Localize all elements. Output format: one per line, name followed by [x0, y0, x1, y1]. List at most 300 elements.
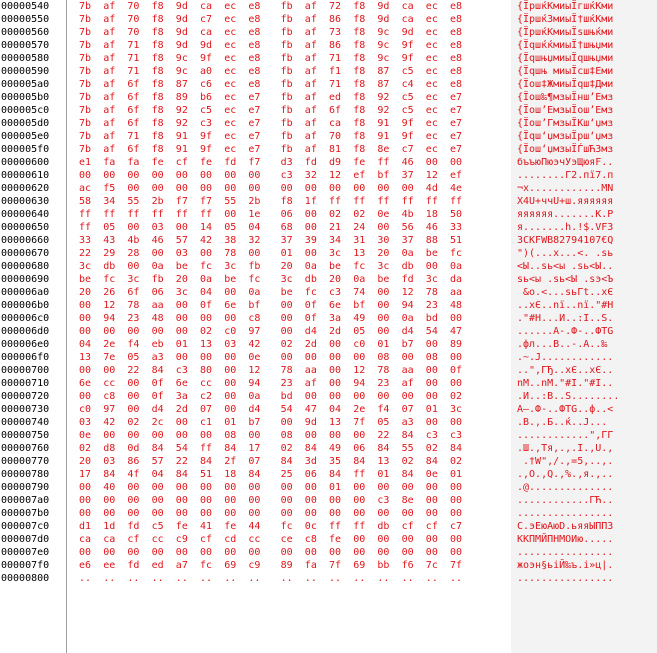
hex-byte[interactable]: af	[103, 53, 116, 64]
hex-byte[interactable]: 00	[401, 482, 414, 493]
hex-byte[interactable]: 02	[425, 443, 438, 454]
hex-byte[interactable]: 07	[248, 456, 261, 467]
hex-byte[interactable]: f8	[353, 53, 366, 64]
hex-byte[interactable]: 00	[280, 482, 293, 493]
hex-byte[interactable]: c3	[450, 430, 463, 441]
hex-byte[interactable]: 3a	[175, 391, 188, 402]
hex-byte[interactable]: ..	[127, 573, 140, 584]
hex-byte[interactable]: ff	[425, 196, 438, 207]
hex-byte[interactable]: 00	[450, 378, 463, 389]
hex-byte[interactable]: ec	[425, 118, 438, 129]
hex-byte[interactable]: ec	[224, 79, 237, 90]
hex-byte[interactable]: ce	[280, 534, 293, 545]
hex-byte[interactable]: ff	[353, 521, 366, 532]
hex-byte[interactable]: 01	[329, 482, 342, 493]
hex-byte[interactable]: 00	[377, 222, 390, 233]
hex-byte[interactable]: 3c	[377, 261, 390, 272]
hex-byte[interactable]: 3c	[127, 274, 140, 285]
hex-byte[interactable]: 84	[450, 443, 463, 454]
hex-byte[interactable]: 00	[450, 482, 463, 493]
hex-byte[interactable]: 00	[151, 508, 164, 519]
hex-byte[interactable]: ff	[79, 209, 92, 220]
hex-byte[interactable]: 00	[103, 430, 116, 441]
hex-byte[interactable]: fd	[224, 157, 237, 168]
hex-byte[interactable]: fc	[200, 560, 213, 571]
hex-byte[interactable]: 00	[425, 482, 438, 493]
hex-byte[interactable]: ef	[450, 170, 463, 181]
decoded-text[interactable]: ")(...x...<. .sь	[517, 248, 614, 259]
hex-byte[interactable]: fc	[304, 287, 317, 298]
hex-byte[interactable]: 04	[200, 287, 213, 298]
hex-byte[interactable]: 30	[377, 235, 390, 246]
hex-byte[interactable]: fe	[175, 521, 188, 532]
hex-byte[interactable]: 12	[401, 287, 414, 298]
hex-byte[interactable]: ec	[425, 105, 438, 116]
hex-byte[interactable]: e8	[248, 79, 261, 90]
hex-byte[interactable]: 00	[127, 482, 140, 493]
hex-byte[interactable]: 71	[127, 66, 140, 77]
hex-byte[interactable]: 06	[151, 287, 164, 298]
hex-byte[interactable]: ca	[200, 27, 213, 38]
hex-byte[interactable]: d4	[304, 326, 317, 337]
hex-byte[interactable]: af	[103, 131, 116, 142]
hex-byte[interactable]: 00	[248, 482, 261, 493]
hex-byte[interactable]: 02	[353, 209, 366, 220]
hex-byte[interactable]: 22	[175, 456, 188, 467]
hex-byte[interactable]: db	[103, 261, 116, 272]
hex-byte[interactable]: 40	[103, 482, 116, 493]
hex-byte[interactable]: db	[377, 521, 390, 532]
hex-byte[interactable]: 00	[224, 313, 237, 324]
hex-byte[interactable]: af	[304, 27, 317, 38]
hex-byte[interactable]: ff	[103, 209, 116, 220]
hex-byte[interactable]: 37	[401, 235, 414, 246]
hex-byte[interactable]: bf	[377, 170, 390, 181]
hex-byte[interactable]: 7f	[353, 417, 366, 428]
hex-byte[interactable]: 12	[353, 365, 366, 376]
hex-byte[interactable]: 4d	[425, 183, 438, 194]
hex-byte[interactable]: 35	[329, 456, 342, 467]
hex-byte[interactable]: 1d	[103, 521, 116, 532]
hex-byte[interactable]: 6e	[175, 378, 188, 389]
hex-byte[interactable]: 91	[377, 131, 390, 142]
hex-byte[interactable]: 01	[450, 469, 463, 480]
hex-byte[interactable]: e8	[450, 66, 463, 77]
hex-byte[interactable]: c0	[353, 339, 366, 350]
hex-byte[interactable]: 00	[401, 183, 414, 194]
hex-byte[interactable]: 00	[175, 313, 188, 324]
hex-byte[interactable]: ff	[175, 209, 188, 220]
hex-byte[interactable]: e7	[450, 105, 463, 116]
hex-byte[interactable]: 0a	[450, 261, 463, 272]
hex-byte[interactable]: f8	[280, 196, 293, 207]
hex-byte[interactable]: 00	[79, 170, 92, 181]
hex-byte[interactable]: 00	[151, 547, 164, 558]
hex-byte[interactable]: 92	[377, 92, 390, 103]
hex-byte[interactable]: 03	[175, 248, 188, 259]
hex-byte[interactable]: ..	[377, 573, 390, 584]
hex-byte[interactable]: 00	[175, 326, 188, 337]
hex-byte[interactable]: 58	[79, 196, 92, 207]
hex-byte[interactable]: 51	[450, 235, 463, 246]
hex-byte[interactable]: 00	[127, 404, 140, 415]
hex-byte[interactable]: ..	[224, 573, 237, 584]
hex-byte[interactable]: cd	[224, 534, 237, 545]
hex-byte[interactable]: 00	[304, 352, 317, 363]
hex-byte[interactable]: 00	[175, 417, 188, 428]
hex-byte[interactable]: 80	[200, 365, 213, 376]
hex-byte[interactable]: 00	[353, 547, 366, 558]
hex-byte[interactable]: fb	[280, 66, 293, 77]
hex-byte[interactable]: a3	[151, 352, 164, 363]
hex-byte[interactable]: e7	[248, 92, 261, 103]
hex-byte[interactable]: 22	[377, 430, 390, 441]
hex-byte[interactable]: 00	[103, 508, 116, 519]
hex-byte[interactable]: f8	[151, 1, 164, 12]
hex-byte[interactable]: fb	[280, 1, 293, 12]
hex-byte[interactable]: 00	[329, 391, 342, 402]
hex-byte[interactable]: 13	[329, 417, 342, 428]
hex-byte[interactable]: fd	[127, 521, 140, 532]
decoded-text[interactable]: <Ы..sь<ы .sь<Ы..	[517, 261, 614, 272]
hex-byte[interactable]: f8	[151, 105, 164, 116]
hex-byte[interactable]: 00	[200, 547, 213, 558]
hex-byte[interactable]: 46	[401, 157, 414, 168]
hex-byte[interactable]: 7b	[79, 27, 92, 38]
hex-byte[interactable]: ff	[200, 443, 213, 454]
hex-byte[interactable]: f8	[353, 66, 366, 77]
hex-byte[interactable]: 06	[304, 469, 317, 480]
hex-byte[interactable]: cc	[103, 378, 116, 389]
hex-byte[interactable]: af	[304, 105, 317, 116]
hex-byte[interactable]: 00	[200, 170, 213, 181]
decoded-text[interactable]: {Їqшњ миыЇсш‡Еми	[517, 66, 614, 77]
hex-byte[interactable]: 7b	[79, 131, 92, 142]
hex-byte[interactable]: c9	[248, 560, 261, 571]
hex-byte[interactable]: fc	[248, 274, 261, 285]
hex-byte[interactable]: 70	[329, 131, 342, 142]
hex-byte[interactable]: 17	[248, 443, 261, 454]
hex-byte[interactable]: ca	[401, 1, 414, 12]
hex-byte[interactable]: fe	[200, 157, 213, 168]
hex-byte[interactable]: 47	[450, 326, 463, 337]
hex-byte[interactable]: ..	[425, 573, 438, 584]
hex-byte[interactable]: 00	[224, 378, 237, 389]
hex-byte[interactable]: af	[304, 131, 317, 142]
hex-byte[interactable]: 42	[103, 417, 116, 428]
hex-byte[interactable]: 89	[175, 92, 188, 103]
hex-byte[interactable]: ec	[224, 14, 237, 25]
hex-byte[interactable]: fd	[304, 157, 317, 168]
hex-byte[interactable]: f5	[103, 183, 116, 194]
hex-byte[interactable]: 48	[151, 313, 164, 324]
hex-byte[interactable]: 84	[329, 469, 342, 480]
hex-byte[interactable]: 05	[224, 222, 237, 233]
hex-byte[interactable]: 00	[127, 508, 140, 519]
decoded-text[interactable]: А—.Ф-..ФTG..ф..<	[517, 404, 614, 415]
hex-byte[interactable]: e7	[248, 131, 261, 142]
hex-byte[interactable]: cf	[127, 534, 140, 545]
hex-byte[interactable]: 12	[329, 170, 342, 181]
hex-byte[interactable]: b7	[248, 417, 261, 428]
hex-byte[interactable]: 03	[151, 222, 164, 233]
hex-byte[interactable]: af	[103, 92, 116, 103]
hex-byte[interactable]: ff	[353, 196, 366, 207]
hex-byte[interactable]: c3	[175, 365, 188, 376]
hex-byte[interactable]: ed	[151, 560, 164, 571]
hex-byte[interactable]: fa	[304, 560, 317, 571]
hex-byte[interactable]: 39	[304, 235, 317, 246]
hex-byte[interactable]: 00	[353, 430, 366, 441]
hex-byte[interactable]: 00	[353, 183, 366, 194]
hex-byte[interactable]: 2d	[304, 339, 317, 350]
hex-byte[interactable]: fb	[280, 27, 293, 38]
hex-byte[interactable]: ff	[353, 469, 366, 480]
hex-byte[interactable]: 21	[329, 222, 342, 233]
hex-byte[interactable]: 2c	[151, 417, 164, 428]
hex-byte[interactable]: 0a	[401, 248, 414, 259]
hex-byte[interactable]: 84	[248, 469, 261, 480]
hex-byte[interactable]: 94	[401, 300, 414, 311]
hex-byte[interactable]: 4b	[401, 209, 414, 220]
hex-byte[interactable]: ec	[425, 79, 438, 90]
hex-byte[interactable]: 13	[353, 248, 366, 259]
hex-byte[interactable]: 0c	[304, 521, 317, 532]
hex-byte[interactable]: fd	[127, 560, 140, 571]
hex-byte[interactable]: 44	[248, 521, 261, 532]
hex-byte[interactable]: 03	[79, 417, 92, 428]
hex-byte[interactable]: 04	[329, 404, 342, 415]
hex-byte[interactable]: 97	[103, 404, 116, 415]
hex-byte[interactable]: fc	[353, 261, 366, 272]
hex-byte[interactable]: 84	[103, 469, 116, 480]
hex-byte[interactable]: c8	[248, 313, 261, 324]
hex-byte[interactable]: 00	[224, 547, 237, 558]
hex-byte[interactable]: 97	[248, 326, 261, 337]
hex-byte[interactable]: 00	[79, 300, 92, 311]
hex-byte[interactable]: 00	[127, 183, 140, 194]
hex-byte[interactable]: af	[304, 40, 317, 51]
hex-byte[interactable]: 00	[224, 287, 237, 298]
hex-byte[interactable]: 00	[200, 313, 213, 324]
hex-byte[interactable]: 00	[280, 313, 293, 324]
hex-byte[interactable]: 00	[304, 391, 317, 402]
hex-byte[interactable]: af	[103, 40, 116, 51]
hex-byte[interactable]: 00	[248, 495, 261, 506]
hex-byte[interactable]: f8	[151, 66, 164, 77]
hex-byte[interactable]: 0e	[377, 209, 390, 220]
hex-byte[interactable]: 24	[353, 222, 366, 233]
hex-byte[interactable]: c5	[401, 66, 414, 77]
hex-byte[interactable]: 47	[304, 404, 317, 415]
hex-byte[interactable]: af	[103, 66, 116, 77]
hex-byte[interactable]: 00	[280, 417, 293, 428]
decoded-text[interactable]: .B.,.Б..ќ..J...	[517, 417, 608, 428]
hex-byte[interactable]: 0a	[401, 313, 414, 324]
hex-byte[interactable]: 48	[450, 300, 463, 311]
hex-byte[interactable]: e8	[248, 27, 261, 38]
hex-byte[interactable]: be	[425, 248, 438, 259]
hex-byte[interactable]: 31	[353, 235, 366, 246]
hex-byte[interactable]: 69	[353, 560, 366, 571]
hex-byte[interactable]: 00	[127, 547, 140, 558]
hex-byte[interactable]: be	[79, 274, 92, 285]
hex-byte[interactable]: 12	[103, 300, 116, 311]
hex-byte[interactable]: 02	[329, 209, 342, 220]
hex-byte[interactable]: 94	[103, 313, 116, 324]
hex-byte[interactable]: ec	[425, 144, 438, 155]
hex-byte[interactable]: 00	[103, 365, 116, 376]
hex-byte[interactable]: 0a	[200, 274, 213, 285]
decoded-text[interactable]: {ЇршќКмиыЇsшњќми	[517, 27, 614, 38]
hex-byte[interactable]: 00	[103, 170, 116, 181]
hex-byte[interactable]: f8	[151, 14, 164, 25]
hex-byte[interactable]: c5	[401, 92, 414, 103]
hex-byte[interactable]: fb	[280, 105, 293, 116]
hex-byte[interactable]: 70	[127, 14, 140, 25]
hex-byte[interactable]: 71	[127, 131, 140, 142]
hex-byte[interactable]: 00	[224, 495, 237, 506]
hex-byte[interactable]: 86	[329, 40, 342, 51]
hex-byte[interactable]: 2b	[151, 196, 164, 207]
hex-byte[interactable]: bd	[425, 313, 438, 324]
hex-byte[interactable]: d4	[401, 326, 414, 337]
hex-byte[interactable]: 32	[304, 170, 317, 181]
hex-byte[interactable]: ..	[450, 573, 463, 584]
hex-byte[interactable]: cf	[175, 157, 188, 168]
hex-byte[interactable]: 00	[329, 495, 342, 506]
hex-byte[interactable]: 84	[353, 456, 366, 467]
hex-byte[interactable]: 18	[224, 469, 237, 480]
hex-byte[interactable]: 00	[280, 508, 293, 519]
hex-byte[interactable]: e7	[450, 92, 463, 103]
hex-byte[interactable]: 54	[175, 443, 188, 454]
hex-byte[interactable]: 3c	[79, 261, 92, 272]
hex-byte[interactable]: 84	[401, 430, 414, 441]
hex-byte[interactable]: 00	[450, 313, 463, 324]
hex-byte[interactable]: 84	[200, 456, 213, 467]
hex-byte[interactable]: f8	[353, 105, 366, 116]
hex-byte[interactable]: 00	[401, 508, 414, 519]
hex-byte[interactable]: 0f	[200, 300, 213, 311]
hex-byte[interactable]: 0f	[151, 378, 164, 389]
hex-byte[interactable]: ed	[329, 92, 342, 103]
hex-byte[interactable]: 89	[280, 560, 293, 571]
hex-byte[interactable]: c1	[200, 417, 213, 428]
hex-byte[interactable]: f7	[248, 157, 261, 168]
hex-byte[interactable]: 00	[224, 365, 237, 376]
hex-byte[interactable]: fc	[450, 248, 463, 259]
hex-byte[interactable]: 0f	[450, 365, 463, 376]
hex-byte[interactable]: fd	[401, 274, 414, 285]
hex-byte[interactable]: af	[304, 66, 317, 77]
hex-byte[interactable]: cc	[248, 534, 261, 545]
hex-byte[interactable]: 9d	[175, 1, 188, 12]
hex-byte[interactable]: af	[103, 1, 116, 12]
hex-byte[interactable]: fc	[280, 521, 293, 532]
hex-byte[interactable]: 00	[450, 157, 463, 168]
hex-byte[interactable]: 00	[248, 430, 261, 441]
hex-byte[interactable]: 94	[248, 378, 261, 389]
hex-byte[interactable]: 00	[280, 300, 293, 311]
hex-byte[interactable]: 13	[200, 339, 213, 350]
hex-byte[interactable]: 00	[248, 547, 261, 558]
hex-byte[interactable]: 07	[200, 404, 213, 415]
hex-byte[interactable]: 71	[329, 53, 342, 64]
hex-byte[interactable]: e1	[79, 157, 92, 168]
hex-byte[interactable]: f8	[151, 79, 164, 90]
hex-byte[interactable]: af	[103, 14, 116, 25]
decoded-text[interactable]: жоэн§ьiЙ‰ъ.i»ц|.	[517, 560, 614, 571]
hex-byte[interactable]: c3	[377, 495, 390, 506]
hex-byte[interactable]: 6e	[79, 378, 92, 389]
hex-byte[interactable]: f4	[377, 404, 390, 415]
hex-byte[interactable]: 00	[224, 170, 237, 181]
hex-byte[interactable]: fe	[151, 157, 164, 168]
hex-byte[interactable]: 86	[329, 14, 342, 25]
hex-byte[interactable]: 00	[224, 183, 237, 194]
hex-byte[interactable]: ..	[280, 573, 293, 584]
hex-byte[interactable]: 00	[248, 508, 261, 519]
decoded-text[interactable]: .†W",/.,=5,..,.	[517, 456, 614, 467]
hex-byte[interactable]: ca	[329, 118, 342, 129]
hex-byte[interactable]: e7	[450, 144, 463, 155]
hex-byte[interactable]: 00	[329, 378, 342, 389]
hex-byte[interactable]: 23	[425, 300, 438, 311]
hex-byte[interactable]: bd	[280, 391, 293, 402]
hex-byte[interactable]: e8	[248, 66, 261, 77]
hex-byte[interactable]: 28	[127, 248, 140, 259]
hex-byte[interactable]: af	[103, 144, 116, 155]
decoded-text[interactable]: {Їoш’ЕмзыЇoш’Емз	[517, 105, 614, 116]
hex-byte[interactable]: 9f	[401, 53, 414, 64]
hex-byte[interactable]: ec	[224, 105, 237, 116]
hex-byte[interactable]: 00	[103, 326, 116, 337]
decoded-text[interactable]: sь<ы .sь<Ы .sэ<Ъ	[517, 274, 614, 285]
hex-byte[interactable]: be	[175, 261, 188, 272]
hex-byte[interactable]: 20	[329, 274, 342, 285]
hex-byte[interactable]: 12	[425, 170, 438, 181]
hex-byte[interactable]: c4	[401, 79, 414, 90]
hex-byte[interactable]: 02	[200, 326, 213, 337]
hex-byte[interactable]: 78	[377, 365, 390, 376]
hex-byte[interactable]: e8	[450, 40, 463, 51]
hex-byte[interactable]: 3c	[280, 274, 293, 285]
hex-byte[interactable]: cc	[151, 534, 164, 545]
hex-byte[interactable]: 0a	[353, 274, 366, 285]
hex-byte[interactable]: db	[304, 274, 317, 285]
hex-byte[interactable]: 3c	[224, 261, 237, 272]
hex-byte[interactable]: f8	[151, 53, 164, 64]
hex-byte[interactable]: 00	[425, 339, 438, 350]
decoded-text[interactable]: ¬х............MN	[517, 183, 614, 194]
hex-byte[interactable]: 00	[280, 547, 293, 558]
hex-byte[interactable]: d4	[248, 404, 261, 415]
hex-byte[interactable]: 9d	[175, 40, 188, 51]
hex-byte[interactable]: 00	[304, 495, 317, 506]
hex-byte[interactable]: 6f	[127, 79, 140, 90]
hex-byte[interactable]: a7	[175, 560, 188, 571]
hex-byte[interactable]: 55	[127, 196, 140, 207]
hex-byte[interactable]: 84	[175, 469, 188, 480]
hex-byte[interactable]: c5	[401, 105, 414, 116]
hex-byte[interactable]: e7	[450, 118, 463, 129]
hex-byte[interactable]: 94	[353, 378, 366, 389]
hex-byte[interactable]: 46	[151, 235, 164, 246]
hex-byte[interactable]: 00	[151, 430, 164, 441]
hex-byte[interactable]: be	[329, 261, 342, 272]
hex-byte[interactable]: ec	[224, 92, 237, 103]
